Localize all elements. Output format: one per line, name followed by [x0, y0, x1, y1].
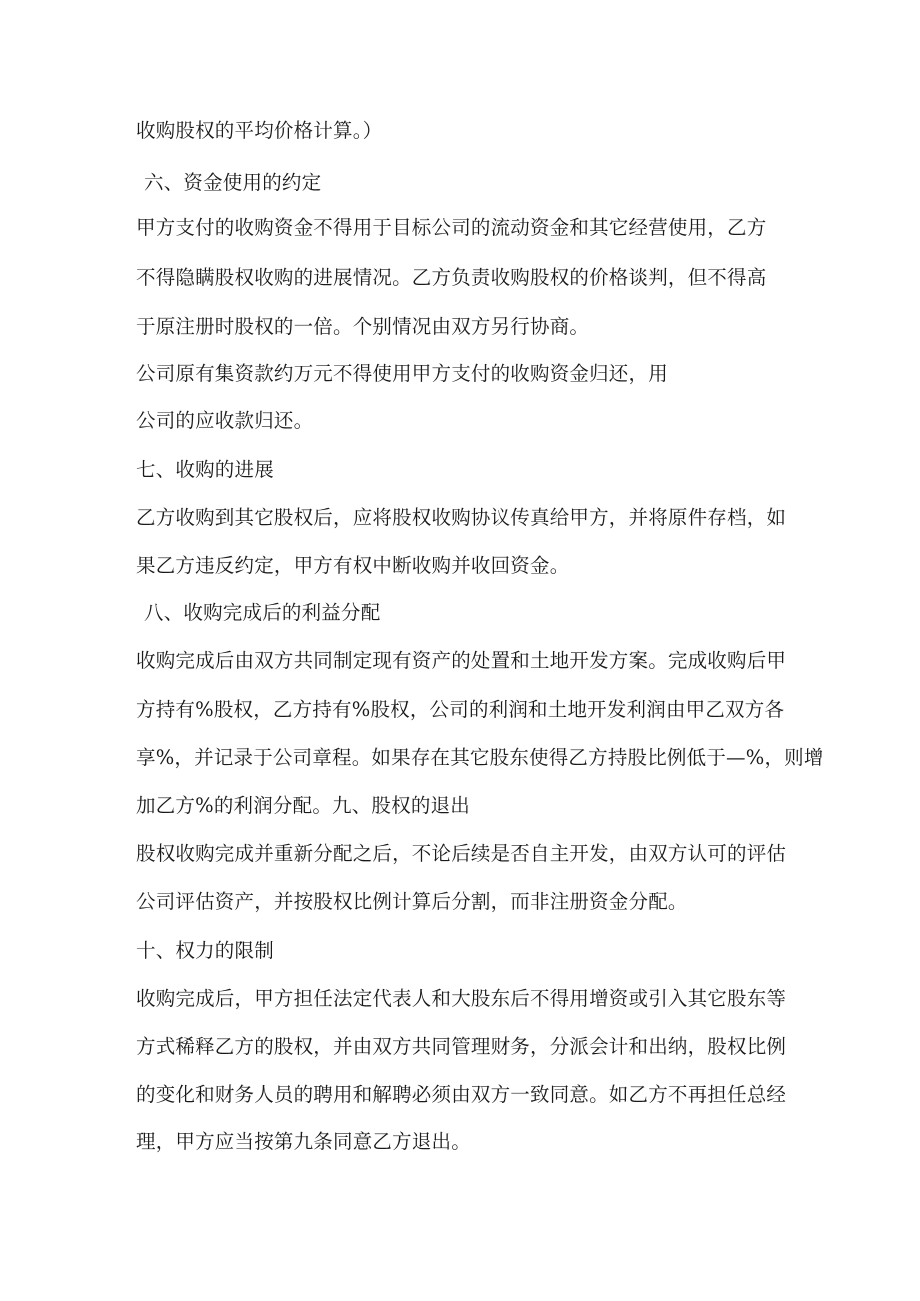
text-line: 收购完成后由双方共同制定现有资产的处置和土地开发方案。完成收购后甲: [136, 649, 787, 672]
section-heading: 六、资金使用的约定: [144, 171, 322, 194]
text-line: 不得隐瞒股权收购的进展情况。乙方负责收购股权的价格谈判，但不得高: [136, 266, 767, 289]
text-line: 加乙方%的利润分配。九、股权的退出: [136, 794, 470, 817]
text-line: 公司原有集资款约万元不得使用甲方支付的收购资金归还，用: [136, 362, 668, 385]
text-line: 方式稀释乙方的股权，并由双方共同管理财务，分派会计和出纳，股权比例: [136, 1035, 787, 1058]
text-line: 的变化和财务人员的聘用和解聘必须由双方一致同意。如乙方不再担任总经: [136, 1083, 787, 1106]
text-line: 收购股权的平均价格计算。）: [136, 119, 383, 142]
section-heading: 十、权力的限制: [136, 939, 274, 962]
text-line: 乙方收购到其它股权后，应将股权收购协议传真给甲方，并将原件存档，如: [136, 506, 787, 529]
text-line: 公司评估资产，并按股权比例计算后分割，而非注册资金分配。: [136, 890, 688, 913]
text-line: 方持有%股权，乙方持有%股权，公司的利润和土地开发利润由甲乙双方各: [136, 698, 785, 721]
text-line: 理，甲方应当按第九条同意乙方退出。: [136, 1130, 471, 1153]
section-heading: 八、收购完成后的利益分配: [144, 601, 381, 624]
text-line: 果乙方违反约定，甲方有权中断收购并收回资金。: [136, 554, 570, 577]
text-line: 股权收购完成并重新分配之后，不论后续是否自主开发，由双方认可的评估: [136, 842, 787, 865]
text-line: 收购完成后，甲方担任法定代表人和大股东后不得用增资或引入其它股东等: [136, 987, 787, 1010]
section-heading: 七、收购的进展: [136, 458, 274, 481]
text-line: 于原注册时股权的一倍。个别情况由双方另行协商。: [136, 315, 590, 338]
text-line: 享%，并记录于公司章程。如果存在其它股东使得乙方持股比例低于—%，则增: [136, 746, 824, 769]
text-line: 公司的应收款归还。: [136, 409, 314, 432]
text-line: 甲方支付的收购资金不得用于目标公司的流动资金和其它经营使用，乙方: [136, 216, 767, 239]
